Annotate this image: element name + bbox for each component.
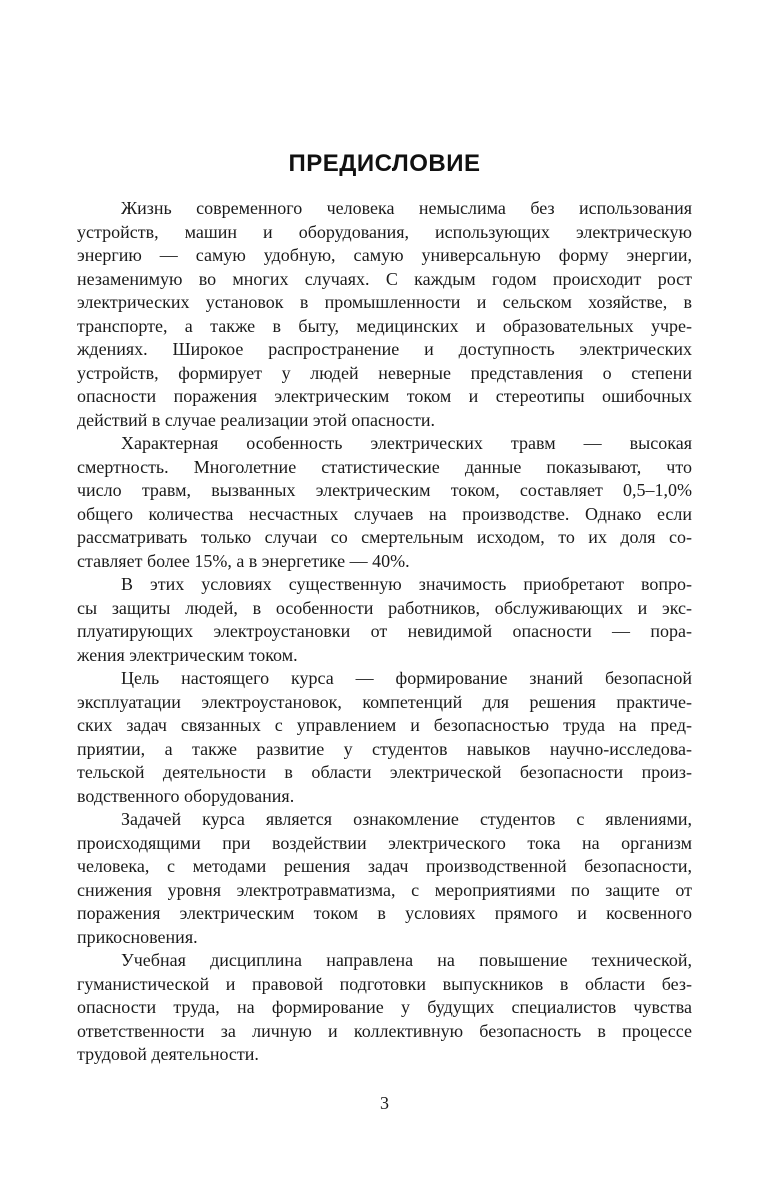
text-line: сы защиты людей, в особенности работников, обслуживающих и экс- <box>77 597 692 618</box>
text-line: число травм, вызванных электрическим током, составляет 0,5–1,0% <box>77 480 692 500</box>
text-line: приятии, а также развитие у студентов навыков научно-исследова- <box>77 738 692 759</box>
text-line: В этих условиях существенную значимость приобретают вопро- <box>121 574 692 594</box>
text-line: устройств, машин и оборудования, использующих электрическую <box>77 221 692 242</box>
text-line: опасности труда, на формирование у будущих специалистов чувства <box>77 997 692 1017</box>
text-line: Характерная особенность электрических травм — высокая <box>121 433 692 453</box>
text-line: человека, с методами решения задач производственной безопасности, <box>77 856 692 876</box>
text-line: действий в случае реализации этой опасности. <box>77 409 436 430</box>
page-title: ПРЕДИСЛОВИЕ <box>288 150 481 177</box>
text-line: трудовой деятельности. <box>77 1044 259 1064</box>
text-line: ских задач связанных с управлением и безопасностью труда на пред- <box>77 715 692 735</box>
text-line: прикосновения. <box>77 926 198 947</box>
text-line: гуманистической и правовой подготовки выпускников в области без- <box>77 973 692 994</box>
text-line: устройств, формирует у людей неверные представления о степени <box>77 362 692 383</box>
text-line: жения электрическим током. <box>77 644 298 665</box>
text-line: общего количества несчастных случаев на производстве. Однако если <box>77 503 692 524</box>
text-line: Жизнь современного человека немыслима без использования <box>121 198 692 218</box>
paragraph <box>77 949 692 1067</box>
text-line: незаменимую во многих случаях. С каждым годом происходит рост <box>77 268 692 289</box>
paragraph <box>77 808 692 949</box>
text-line: происходящими при воздействии электрического тока на организм <box>77 832 692 853</box>
paragraph <box>77 667 692 808</box>
body-text <box>77 197 692 1067</box>
text-line: транспорте, а также в быту, медицинских и образовательных учре- <box>77 315 692 336</box>
paragraph <box>77 573 692 667</box>
text-line: плуатирующих электроустановки от невидимой опасности — пора- <box>77 621 692 641</box>
text-line: смертность. Многолетние статистические данные показывают, что <box>77 456 692 477</box>
text-line: опасности поражения электрическим током и стереотипы ошибочных <box>77 386 692 406</box>
text-line: тельской деятельности в области электрической безопасности произ- <box>77 762 692 782</box>
text-line: электрических установок в промышленности и сельском хозяйстве, в <box>77 292 692 312</box>
text-line: водственного оборудования. <box>77 785 295 806</box>
text-line: Задачей курса является ознакомление студентов с явлениями, <box>121 809 692 829</box>
text-line: рассматривать только случаи со смертельным исходом, то их доля со- <box>77 527 692 547</box>
text-line: энергию — самую удобную, самую универсальную форму энергии, <box>77 245 692 265</box>
text-line: Учебная дисциплина направлена на повышение технической, <box>121 950 692 970</box>
text-line: снижения уровня электротравматизма, с мероприятиями по защите от <box>77 879 692 900</box>
page-number: 3 <box>380 1093 389 1113</box>
text-line: поражения электрическим током в условиях прямого и косвенного <box>77 903 692 923</box>
text-line: ставляет более 15%, а в энергетике — 40%. <box>77 550 410 571</box>
text-line: Цель настоящего курса — формирование знаний безопасной <box>121 668 692 688</box>
text-line: ответственности за личную и коллективную безопасность в процессе <box>77 1020 692 1041</box>
text-line: ждениях. Широкое распространение и доступность электрических <box>77 339 692 359</box>
paragraph <box>77 197 692 432</box>
text-line: эксплуатации электроустановок, компетенций для решения практиче- <box>77 691 692 712</box>
paragraph <box>77 432 692 573</box>
